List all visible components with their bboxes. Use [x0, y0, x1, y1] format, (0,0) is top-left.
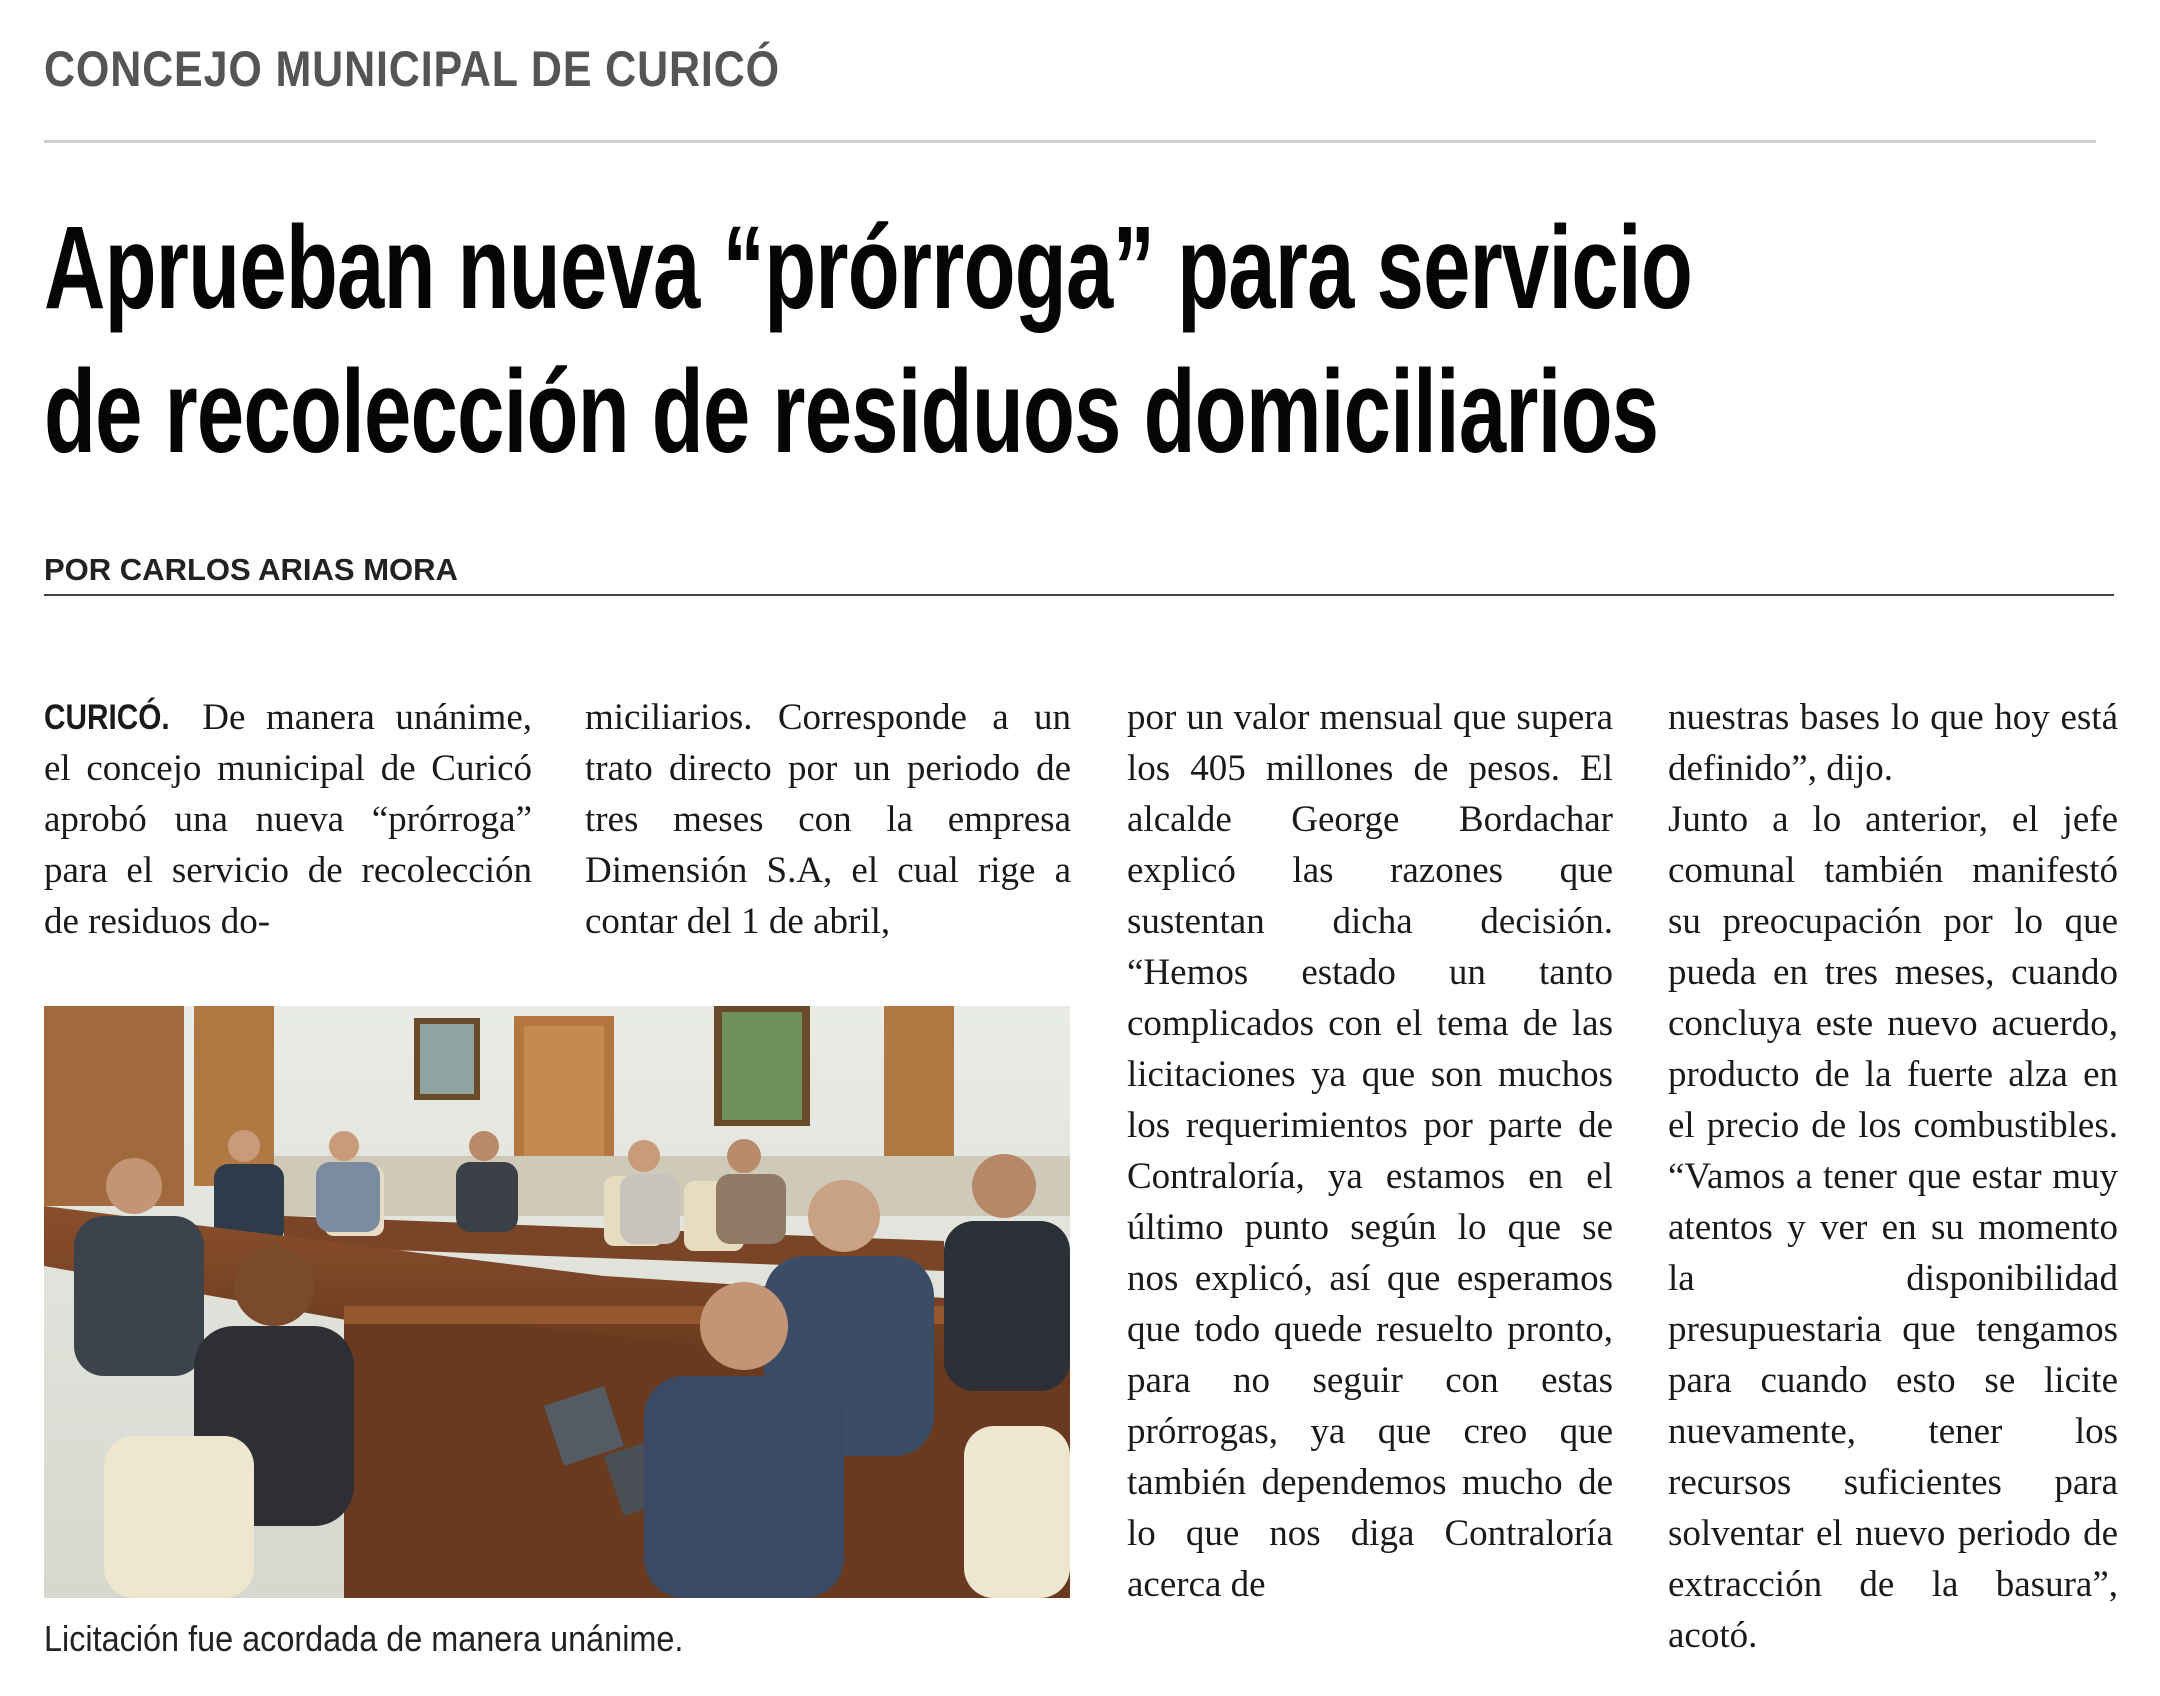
article-column-2 [585, 692, 1071, 947]
top-divider [44, 140, 2096, 143]
headline-line-1: Aprueban nueva “prórroga” para servicio [44, 202, 1693, 334]
byline: POR CARLOS ARIAS MORA [44, 552, 458, 587]
article-column-3 [1127, 692, 1613, 1610]
article-column-4 [1668, 692, 2118, 1661]
section-label: CONCEJO MUNICIPAL DE CURICÓ [44, 41, 780, 97]
column-4-paragraph-2: Junto a lo anterior, el jefe comunal también manifestó su preocupación por lo que pueda en tres meses, cuando concluya este nuevo acuerdo, producto de la fuerte alza en el precio de los combustibles. “Vamos a tener que estar muy atentos y ver en su momento la disponibilidad presupuestaria que tengamos para cuando esto se licite nuevamente, tener los recursos suficientes para solventar el nuevo periodo de extracción de la basura”, acotó. [1668, 799, 2118, 1656]
column-2-text: miciliarios. Corresponde a un trato directo por un periodo de tres meses con la empresa Dimensión S.A, el cual rige a contar del 1 de abril, [585, 697, 1071, 942]
headline [44, 196, 1692, 484]
council-meeting-photo [44, 1006, 1070, 1598]
headline-line-2: de recolección de residuos domiciliarios [44, 346, 1659, 478]
column-4-paragraph-1: nuestras bases lo que hoy está definido”, dijo. [1668, 697, 2118, 789]
byline-divider [44, 594, 2114, 596]
dateline: CURICÓ. [44, 698, 170, 737]
photo-caption: Licitación fue acordada de manera unánime. [44, 1618, 684, 1659]
column-1-text: De manera unánime, el concejo municipal de Curicó aprobó una nueva “prórroga” para el servicio de recolección de residuos do- [44, 697, 532, 942]
article-column-1 [44, 692, 532, 947]
column-3-text: por un valor mensual que supera los 405 millones de pesos. El alcalde George Bordachar explicó las razones que sustentan dicha decisión. “Hemos estado un tanto complicados con el tema de las licitaciones ya que son muchos los requerimientos por parte de Contraloría, ya estamos en el último punto según lo que se nos explicó, así que esperamos que todo quede resuelto pronto, para no seguir con estas prórrogas, ya que creo que también dependemos mucho de lo que nos diga Contraloría acerca de [1127, 697, 1613, 1605]
